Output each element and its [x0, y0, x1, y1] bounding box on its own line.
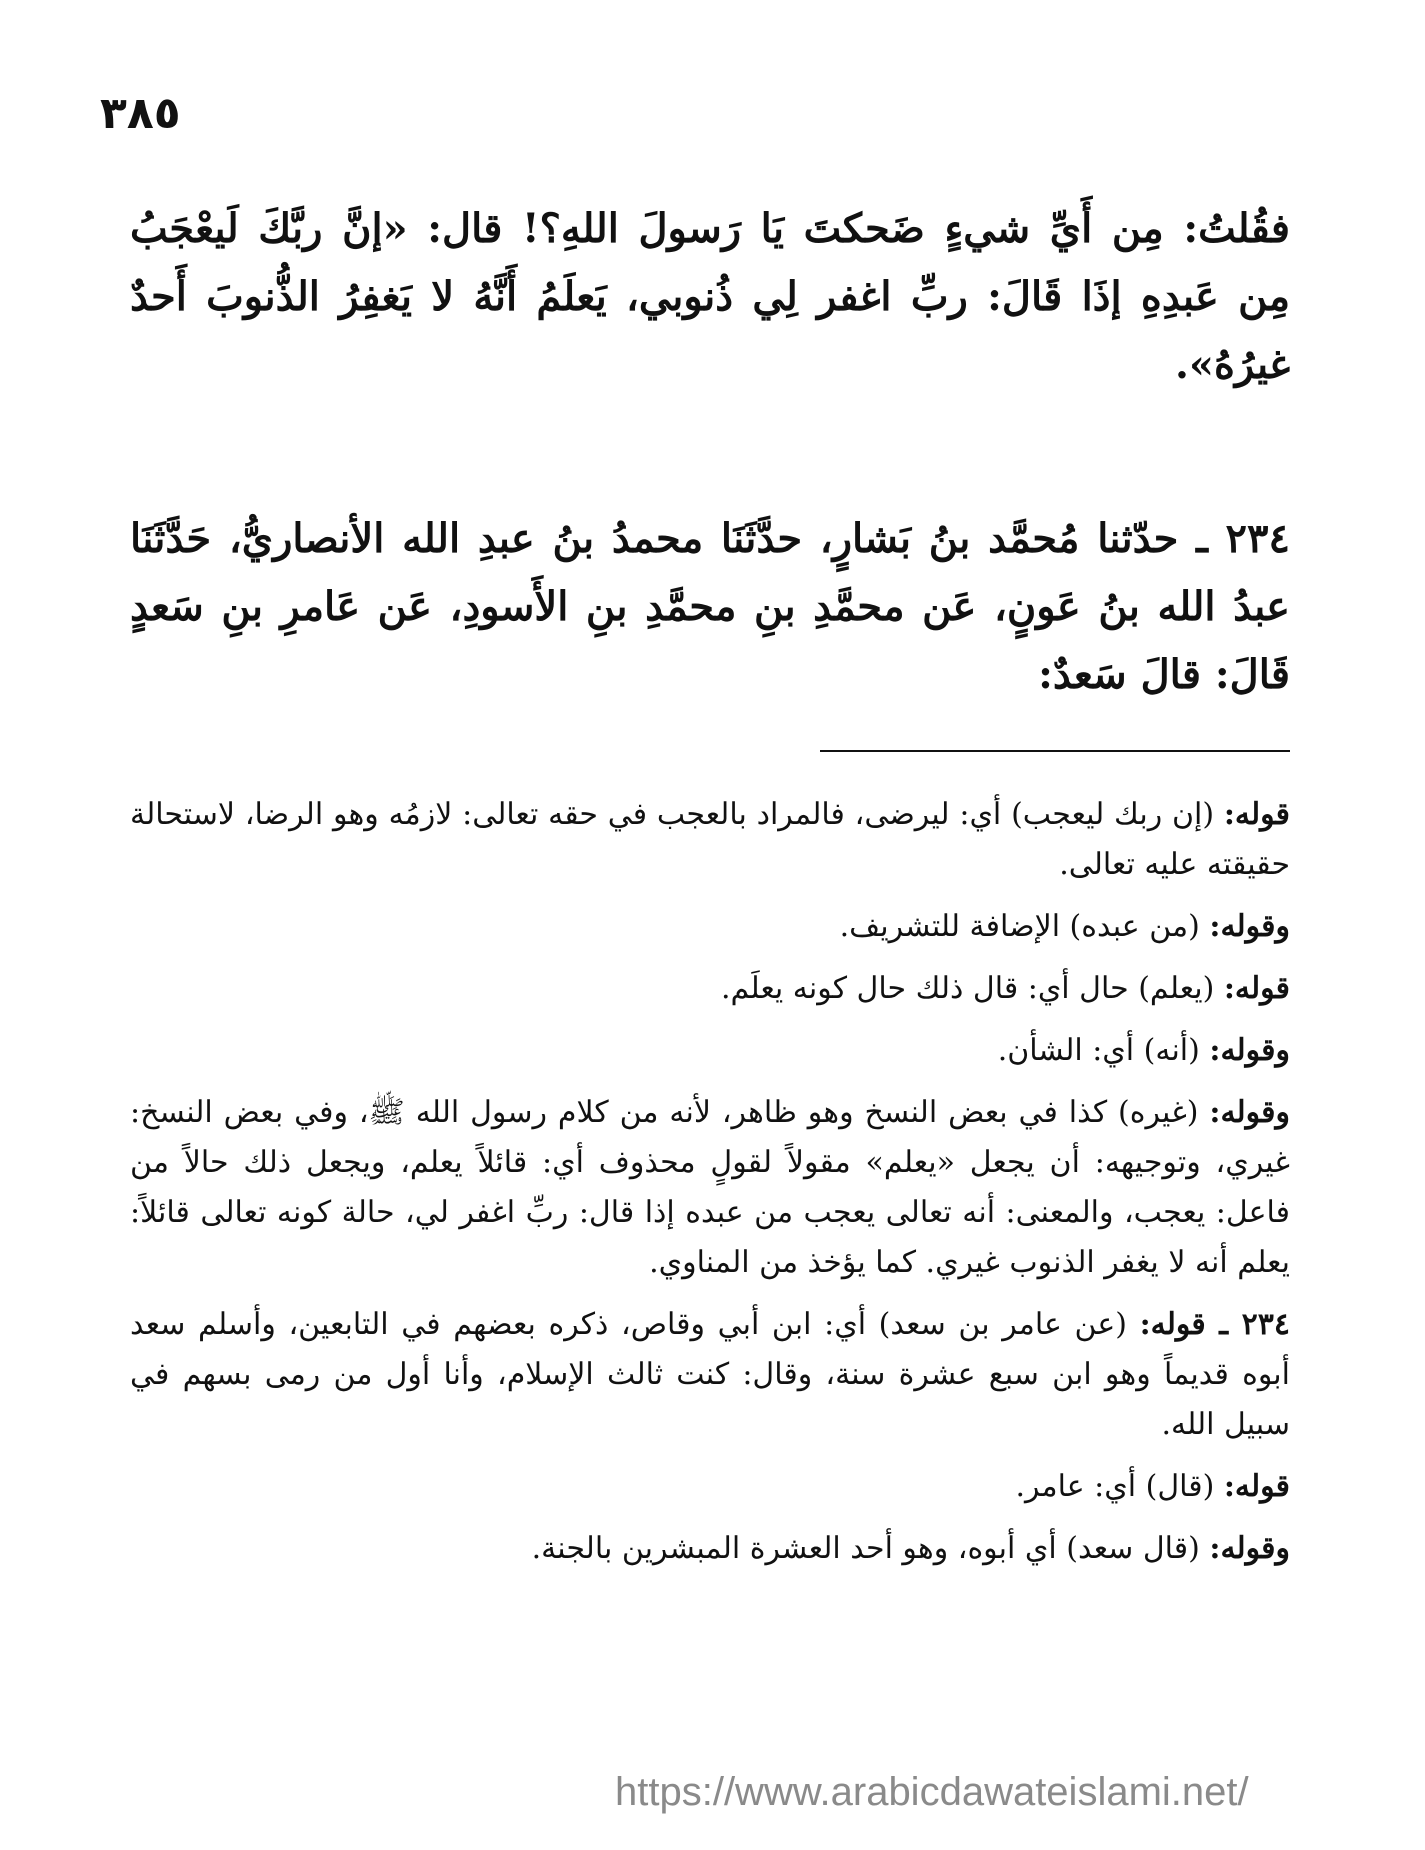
commentary-lead: وقوله: — [1209, 1095, 1290, 1130]
commentary-item — [130, 790, 1290, 890]
commentary-body: (قال) أي: عامر. — [1015, 1469, 1224, 1504]
commentary-item — [130, 1088, 1290, 1288]
commentary-body: (أنه) أي: الشأن. — [997, 1033, 1210, 1068]
commentary-section — [130, 790, 1290, 1586]
page-number: ٣٨٥ — [100, 88, 181, 139]
commentary-body: (إن ربك ليعجب) أي: ليرضى، فالمراد بالعجب في حقه تعالى: لازمُه وهو الرضا، لاستحالة حقيقته عليه تعالى. — [130, 797, 1290, 882]
commentary-body: (يعلم) حال أي: قال ذلك حال كونه يعلَم. — [721, 971, 1224, 1006]
footnote-divider — [820, 750, 1290, 752]
commentary-item — [130, 1462, 1290, 1512]
commentary-lead: قوله: — [1223, 971, 1290, 1006]
commentary-item — [130, 902, 1290, 952]
commentary-body: (عن عامر بن سعد) أي: ابن أبي وقاص، ذكره بعضهم في التابعين، وأسلم سعد أبوه قديماً وهو ابن سبع عشرة سنة، وقال: كنت ثالث الإسلام، وأنا أول من رمى بسهم في سبيل الله. — [130, 1307, 1290, 1442]
commentary-item — [130, 1524, 1290, 1574]
commentary-lead: وقوله: — [1209, 1033, 1290, 1068]
commentary-lead: قوله: — [1223, 797, 1290, 832]
hadith-text-2 — [130, 505, 1290, 709]
commentary-lead: قوله: — [1223, 1469, 1290, 1504]
hadith-text-1 — [130, 195, 1290, 399]
commentary-lead: وقوله: — [1209, 1531, 1290, 1566]
commentary-lead: ٢٣٤ ـ قوله: — [1139, 1307, 1290, 1342]
watermark-url: https://www.arabicdawateislami.net/ — [615, 1770, 1249, 1814]
hadith-paragraph-1: فقُلتُ: مِن أَيِّ شيءٍ ضَحكتَ يَا رَسولَ اللهِ؟! قال: «إنَّ ربَّكَ لَيعْجَبُ مِن عَبدِهِ إذَا قَالَ: ربِّ اغفر لِي ذُنوبي، يَعلَمُ أَنَّهُ لا يَغفِرُ الذُّنوبَ أَحدٌ غيرُهُ». — [130, 205, 1290, 388]
commentary-item — [130, 1026, 1290, 1076]
commentary-body: (قال سعد) أي أبوه، وهو أحد العشرة المبشرين بالجنة. — [531, 1531, 1210, 1566]
hadith-paragraph-2: ٢٣٤ ـ حدّثنا مُحمَّد بنُ بَشارٍ، حدَّثَنَا محمدُ بنُ عبدِ الله الأنصاريُّ، حَدَّثَنَا عبدُ الله بنُ عَونٍ، عَن محمَّدِ بنِ محمَّدِ بنِ الأَسودِ، عَن عَامرِ بنِ سَعدٍ قَالَ: قالَ سَعدٌ: — [130, 515, 1291, 698]
commentary-item — [130, 1300, 1290, 1450]
commentary-body: (من عبده) الإضافة للتشريف. — [839, 909, 1210, 944]
commentary-item — [130, 964, 1290, 1014]
commentary-body: (غيره) كذا في بعض النسخ وهو ظاهر، لأنه من كلام رسول الله ﷺ، وفي بعض النسخ: غيري، وتوجيهه: أن يجعل «يعلم» مقولاً لقولٍ محذوف أي: قائلاً يعلم، ويجعل ذلك حالاً من فاعل: يعجب، والمعنى: أنه تعالى يعجب من عبده إذا قال: ربِّ اغفر لي، حالة كونه تعالى قائلاً: يعلم أنه لا يغفر الذنوب غيري. كما يؤخذ من المناوي. — [130, 1095, 1290, 1280]
commentary-lead: وقوله: — [1209, 909, 1290, 944]
